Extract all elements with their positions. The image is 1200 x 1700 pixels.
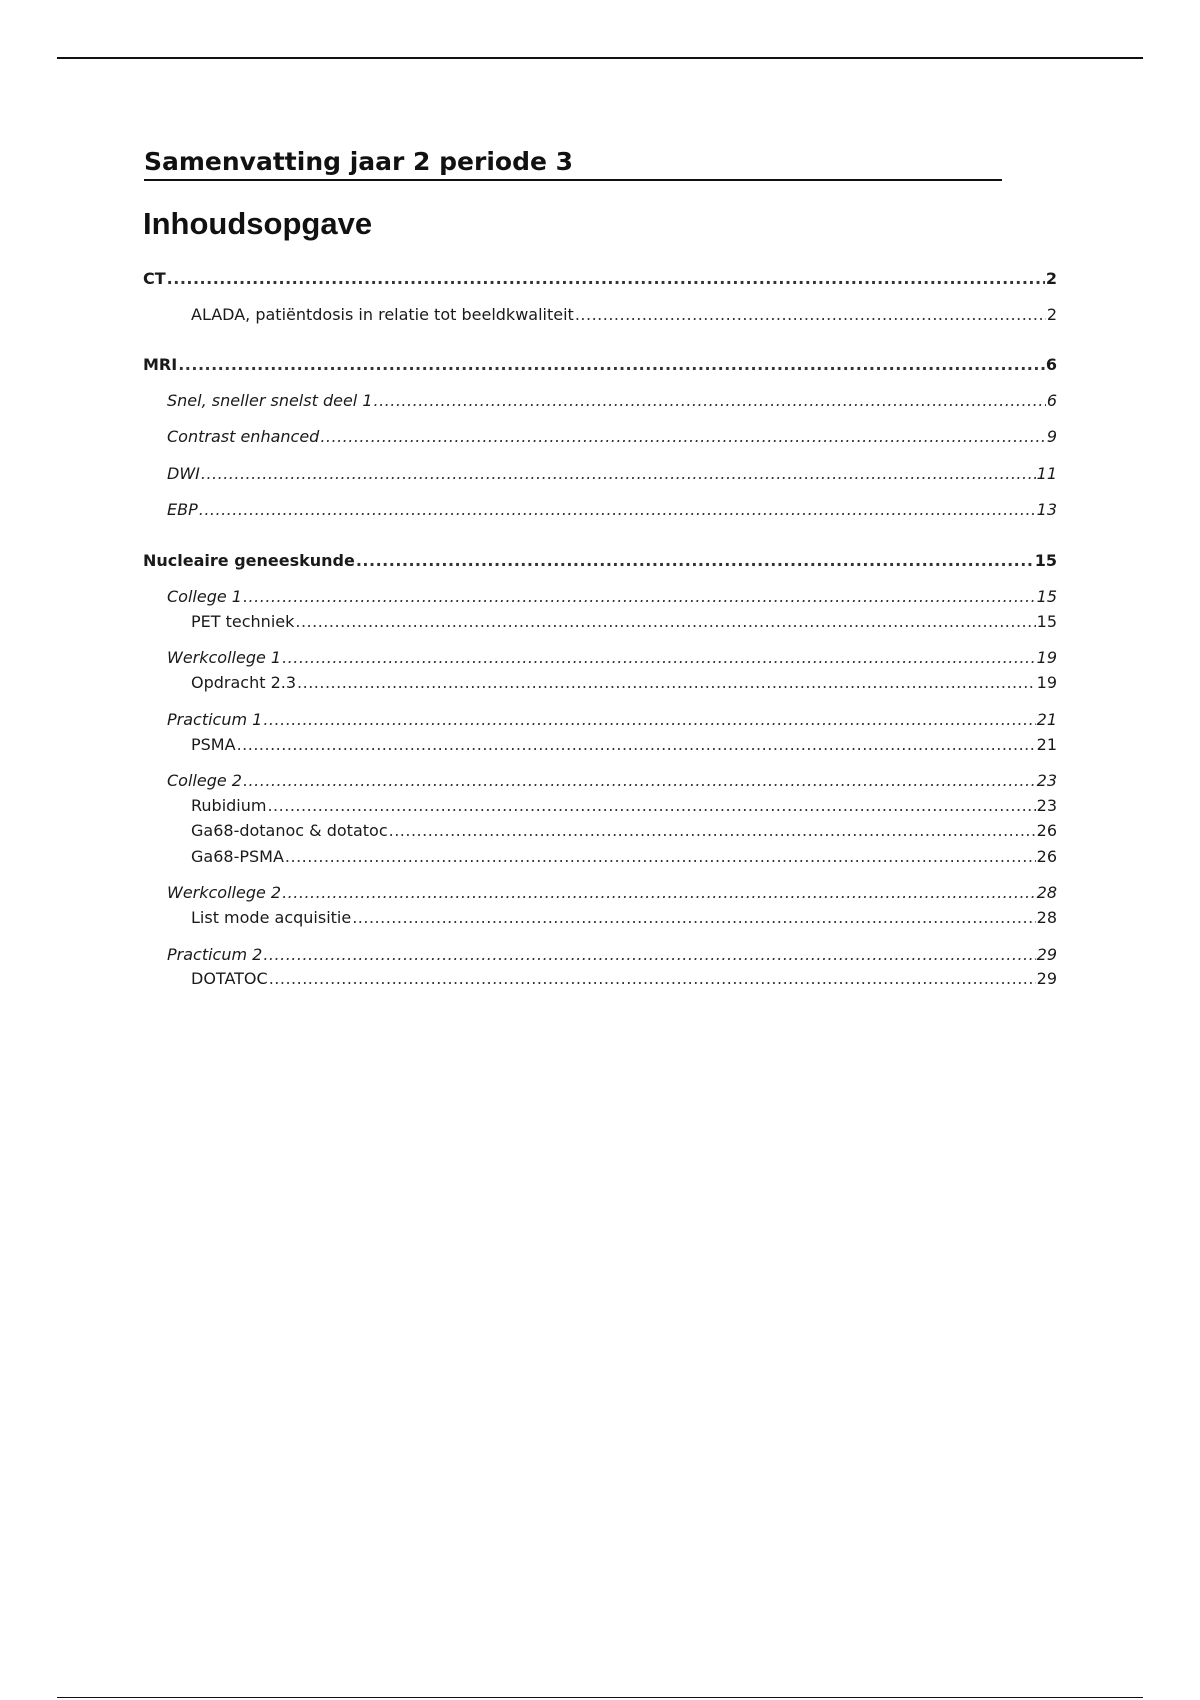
toc-leader-dots [282,647,1036,669]
toc-entry-page-number: 15 [1036,587,1057,606]
toc-entry-page-number: 2 [1046,305,1057,324]
toc-entry-page-number: 9 [1046,427,1057,446]
document-title: Samenvatting jaar 2 periode 3 [144,145,1002,181]
toc-entry-label: List mode acquisitie [191,908,352,927]
toc-entry-page-number: 11 [1036,464,1057,483]
toc-entry[interactable] [191,611,1057,633]
toc-entry[interactable] [167,390,1057,412]
toc-leader-dots [285,846,1036,868]
toc-entry[interactable] [167,770,1057,792]
toc-entry-label: Practicum 2 [167,945,263,964]
toc-entry[interactable] [167,586,1057,608]
toc-entry-label: Ga68-dotanoc & dotatoc [191,821,388,840]
toc-leader-dots [263,709,1035,731]
toc-entry-page-number: 26 [1036,847,1057,866]
footer-rule [57,1697,1143,1698]
toc-entry[interactable] [191,846,1057,868]
toc-entry-label: CT [143,269,166,288]
toc-leader-dots [199,499,1036,521]
toc-entry-page-number: 28 [1036,908,1057,927]
toc-leader-dots [575,304,1046,326]
toc-entry-page-number: 19 [1036,648,1057,667]
toc-entry-page-number: 6 [1045,355,1057,374]
toc-leader-dots [320,426,1045,448]
toc-entry-page-number: 26 [1036,821,1057,840]
toc-leader-dots [167,268,1045,290]
toc-leader-dots [352,907,1035,929]
toc-entry[interactable] [143,354,1057,376]
toc-entry-page-number: 21 [1036,735,1057,754]
toc-leader-dots [243,770,1036,792]
toc-entry-label: PET techniek [191,612,295,631]
toc-entry-page-number: 2 [1045,269,1057,288]
toc-entry-page-number: 15 [1034,551,1057,570]
toc-entry-label: Practicum 1 [167,710,263,729]
toc-leader-dots [267,795,1035,817]
toc-entry-label: DWI [167,464,200,483]
toc-entry[interactable] [191,795,1057,817]
toc-leader-dots [237,734,1036,756]
toc-entry-label: Nucleaire geneeskunde [143,551,355,570]
toc-heading: Inhoudsopgave [143,206,373,241]
toc-entry-label: EBP [167,500,198,519]
toc-entry-label: DOTATOC [191,969,268,988]
toc-entry[interactable] [167,709,1057,731]
toc-entry-page-number: 6 [1046,391,1057,410]
toc-entry[interactable] [191,907,1057,929]
toc-entry-label: Contrast enhanced [167,427,320,446]
toc-entry-page-number: 13 [1036,500,1057,519]
toc-leader-dots [297,672,1036,694]
toc-entry-page-number: 21 [1036,710,1057,729]
toc-entry[interactable] [191,304,1057,326]
toc-entry[interactable] [191,820,1057,842]
toc-entry[interactable] [167,426,1057,448]
toc-entry-label: Werkcollege 1 [167,648,282,667]
toc-entry-page-number: 29 [1036,945,1057,964]
toc-leader-dots [282,882,1036,904]
toc-leader-dots [201,463,1036,485]
toc-entry-label: ALADA, patiëntdosis in relatie tot beeldkwaliteit [191,305,574,324]
toc-entry[interactable] [167,647,1057,669]
toc-entry[interactable] [167,499,1057,521]
toc-entry[interactable] [191,734,1057,756]
toc-entry-page-number: 19 [1036,673,1057,692]
toc-leader-dots [295,611,1035,633]
toc-entry[interactable] [167,463,1057,485]
toc-entry-label: Snel, sneller snelst deel 1 [167,391,373,410]
toc-leader-dots [243,586,1036,608]
toc-entry-page-number: 23 [1036,796,1057,815]
toc-entry[interactable] [143,550,1057,572]
toc-leader-dots [374,390,1046,412]
toc-entry-label: Opdracht 2.3 [191,673,297,692]
toc-entry-label: College 1 [167,587,242,606]
toc-entry-label: MRI [143,355,178,374]
toc-entry-label: College 2 [167,771,242,790]
toc-entry-page-number: 15 [1036,612,1057,631]
toc-entry[interactable] [167,944,1057,966]
toc-leader-dots [269,968,1036,990]
toc-leader-dots [263,944,1035,966]
toc-entry[interactable] [167,882,1057,904]
toc-entry[interactable] [191,968,1057,990]
toc-entry-label: Rubidium [191,796,267,815]
toc-leader-dots [178,354,1045,376]
toc-entry-label: PSMA [191,735,236,754]
toc-entry-page-number: 29 [1036,969,1057,988]
toc-entry-page-number: 23 [1036,771,1057,790]
toc-entry[interactable] [191,672,1057,694]
toc-leader-dots [356,550,1034,572]
toc-entry[interactable] [143,268,1057,290]
toc-entry-label: Ga68-PSMA [191,847,284,866]
toc-entry-label: Werkcollege 2 [167,883,282,902]
toc-leader-dots [389,820,1036,842]
toc-entry-page-number: 28 [1036,883,1057,902]
